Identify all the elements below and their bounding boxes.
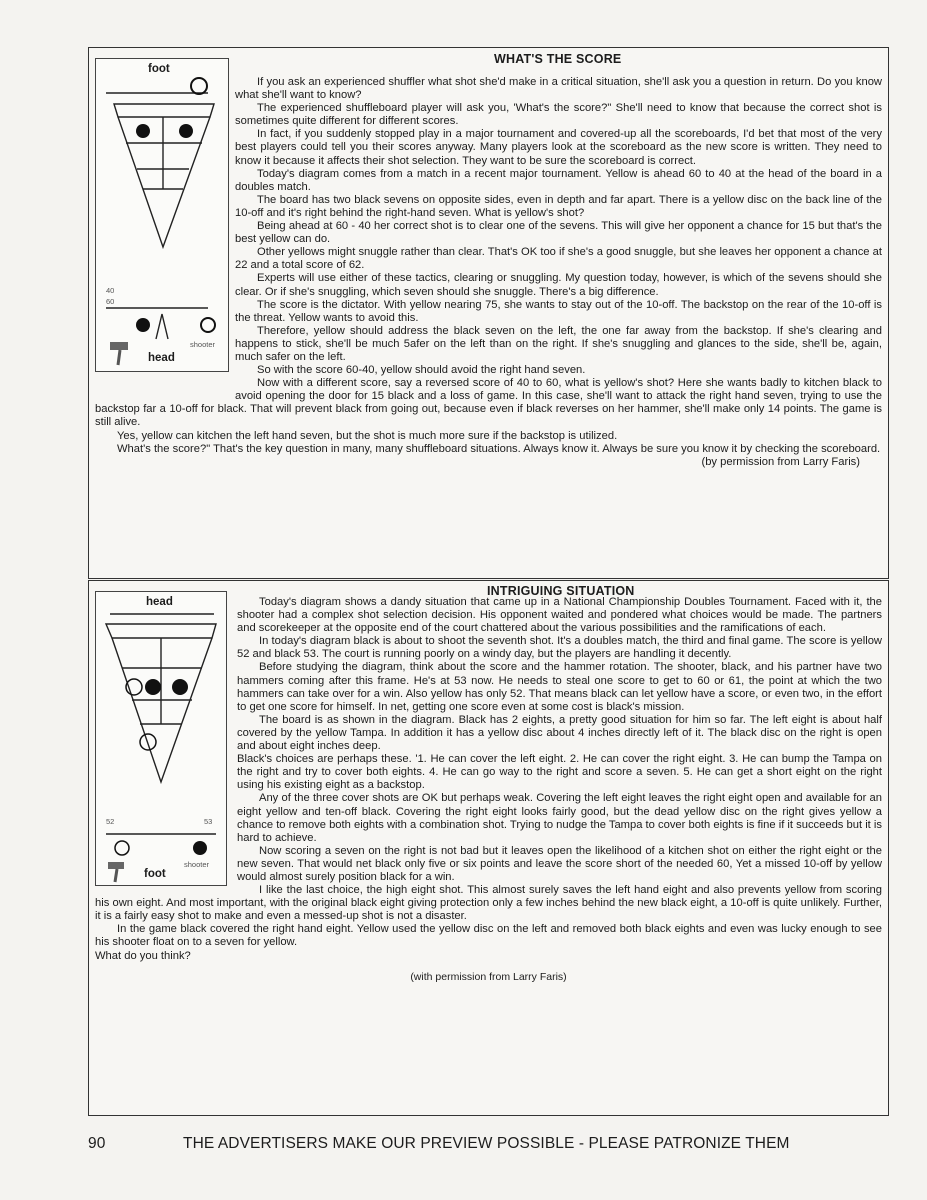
credit: (with permission from Larry Faris) <box>410 970 567 983</box>
article-intriguing-situation <box>88 580 889 1116</box>
paragraph: What's the score?" That's the key question in many, many shuffleboard situations. Always know it. Always be sure you know it by checking the scoreboard. <box>117 442 881 455</box>
paragraph: Today's diagram comes from a match in a recent major tournament. Yellow is ahead 60 to 40 at the head of the board in a doubles match. <box>235 167 882 193</box>
foot-label: foot <box>148 63 170 75</box>
paragraph: Now scoring a seven on the right is not bad but it leaves open the likelihood of a kitchen shot on either the right eight or the new seven. That would net black only five or six points and leave the score short of the needed 60, Yet a missed 10-off by yellow would almost surely position black for a win. <box>237 844 882 883</box>
paragraph: In today's diagram black is about to shoot the seventh shot. It's a doubles match, the third and final game. The score is yellow 52 and black 53. The court is running poorly on a windy day, but the players are handling it decently. <box>237 635 882 661</box>
paragraph: The board has two black sevens on opposite sides, even in depth and far apart. There is a yellow disc on the back line of the 10-off and it's right behind the right-hand seven. What is yellow's shot? <box>235 193 882 219</box>
paragraph: Now with a different score, say a reversed score of 40 to 60, what is yellow's shot? Here she wants badly to kitchen black to avoid opening the door for 15 black and a loss of game. In this case, she'll want to attack the right hand seven, trying to use the backstop far a 10-off for black. That will prevent black from going out, because even if black reverses on her hammer, she'll make only 14 points. The game is still alive. <box>95 377 882 429</box>
paragraph: The experienced shuffleboard player will ask you, 'What's the score?" She'll need to know that because the correct shot is sometimes quite different for different scores. <box>235 102 882 128</box>
head-label: head <box>148 352 175 364</box>
paragraph: Being ahead at 60 - 40 her correct shot is to clear one of the sevens. This will give her opponent a chance for 15 but that's the best yellow can do. <box>235 220 882 246</box>
paragraph: So with the score 60-40, yellow should avoid the right hand seven. <box>257 364 586 377</box>
paragraph: The score is the dictator. With yellow nearing 75, she wants to stay out of the 10-off. The backstop on the rear of the 10-off is the threat. Yellow wants to avoid this. <box>235 298 882 324</box>
article-body <box>95 596 882 984</box>
paragraph: If you ask an experienced shuffler what shot she'd make in a critical situation, she'll ask you a question in return. Do you know what she'll want to know? <box>235 76 882 102</box>
paragraph: Other yellows might snuggle rather than clear. That's OK too if she's a good snuggle, but she leaves her opponent a chance at 22 and a total score of 62. <box>235 246 882 272</box>
paragraph: Black's choices are perhaps these. '1. He can cover the left eight. 2. He can cover the right eight. 3. He can bump the Tampa on the right and try to cover both eights. 4. He can go way to the right and score a seven. 5. He can get a short eight on the right using his existing eight as a backstop. <box>237 753 882 792</box>
score-40: 40 <box>106 286 115 295</box>
head-label: head <box>146 596 173 608</box>
article-body <box>95 76 882 469</box>
paragraph: What do you think? <box>95 949 191 962</box>
paragraph: In fact, if you suddenly stopped play in a major tournament and covered-up all the scoreboards, I'd bet that most of the very best players could tell you their scores anyway. Many players look at the scoreboard as the new score is written. They need to know it because it affects their shot selection. They want to be sure the scoreboard is correct. <box>235 128 882 167</box>
paragraph: In the game black covered the right hand eight. Yellow used the yellow disc on the left and removed both black eights and even was lucky enough to see his shooter float on to a seven for yellow. <box>95 923 882 949</box>
paragraph: I like the last choice, the high eight shot. This almost surely saves the left hand eight and also prevents yellow from scoring his own eight. And most important, with the original black eight giving protection only a few inches behind the new black eight, a 10-off is quite unlikely. Further, it is a fairly easy shot to make and even a messed-up shot is not a disaster. <box>95 884 882 923</box>
paragraph: Any of the three cover shots are OK but perhaps weak. Covering the left eight leaves the right eight open and available for an eight yellow and ten-off black. Covering the right eight looks fairly good, but the dead yellow disc on the right gives yellow a chance to remove both eights with a combination shot. Trying to nudge the Tampa to cover both eights is fine if it succeeds but it is hard to achieve. <box>237 792 882 844</box>
score-53: 53 <box>204 817 213 826</box>
paragraph: Before studying the diagram, think about the score and the hammer rotation. The shooter, black, and his partner have two hammers coming after this frame. He's at 53 now. He needs to steal one score to get to 60 or 61, the point at which the two hammers can take over for a win. Also yellow has only 52. That means black can let yellow have a score, or even two, in the effort to get one score for himself. In net, getting one score even at some cost is black's mission. <box>237 661 882 713</box>
paragraph: Today's diagram shows a dandy situation that came up in a National Championship Doubles Tournament. Faced with it, the shooter had a complex shot selection decision. His opponent waited and pondered what choices would be made. The partners and scorekeeper at the opposite end of the court chattered about the various possibilities and the ramifications of each. <box>237 596 882 635</box>
shooter-label: shooter <box>184 860 210 869</box>
score-52: 52 <box>106 817 115 826</box>
score-60: 60 <box>106 297 115 306</box>
paragraph: Experts will use either of these tactics, clearing or snuggling. My question today, however, is which of the sevens should she clear. Or if she's snuggling, which seven should she snuggle. There's a big difference. <box>235 272 882 298</box>
article-what-s-the-score <box>88 47 889 579</box>
footer-slogan: THE ADVERTISERS MAKE OUR PREVIEW POSSIBLE - PLEASE PATRONIZE THEM <box>183 1135 790 1152</box>
paragraph: The board is as shown in the diagram. Black has 2 eights, a pretty good situation for him so far. The left eight is about half covered by the yellow Tampa. In addition it has a yellow disc about 4 inches directly left of it. The black disc on the right is open and about eight inches deep. <box>237 713 882 753</box>
paragraph: Therefore, yellow should address the black seven on the left, the one far away from the backstop. If she's clearing and happens to stick, she'll be much 5afer on the left than on the right. If she's snuggling and glances to the side, she'll be, again, much safer on the left. <box>235 324 882 363</box>
foot-label: foot <box>144 868 166 880</box>
article-title: WHAT'S THE SCORE <box>494 52 622 66</box>
shooter-label: shooter <box>190 340 216 349</box>
credit: (by permission from Larry Faris) <box>701 455 860 468</box>
article-title: INTRIGUING SITUATION <box>487 584 635 598</box>
paragraph: Yes, yellow can kitchen the left hand seven, but the shot is much more sure if the backstop is utilized. <box>117 429 618 442</box>
page-number: 90 <box>88 1135 106 1152</box>
